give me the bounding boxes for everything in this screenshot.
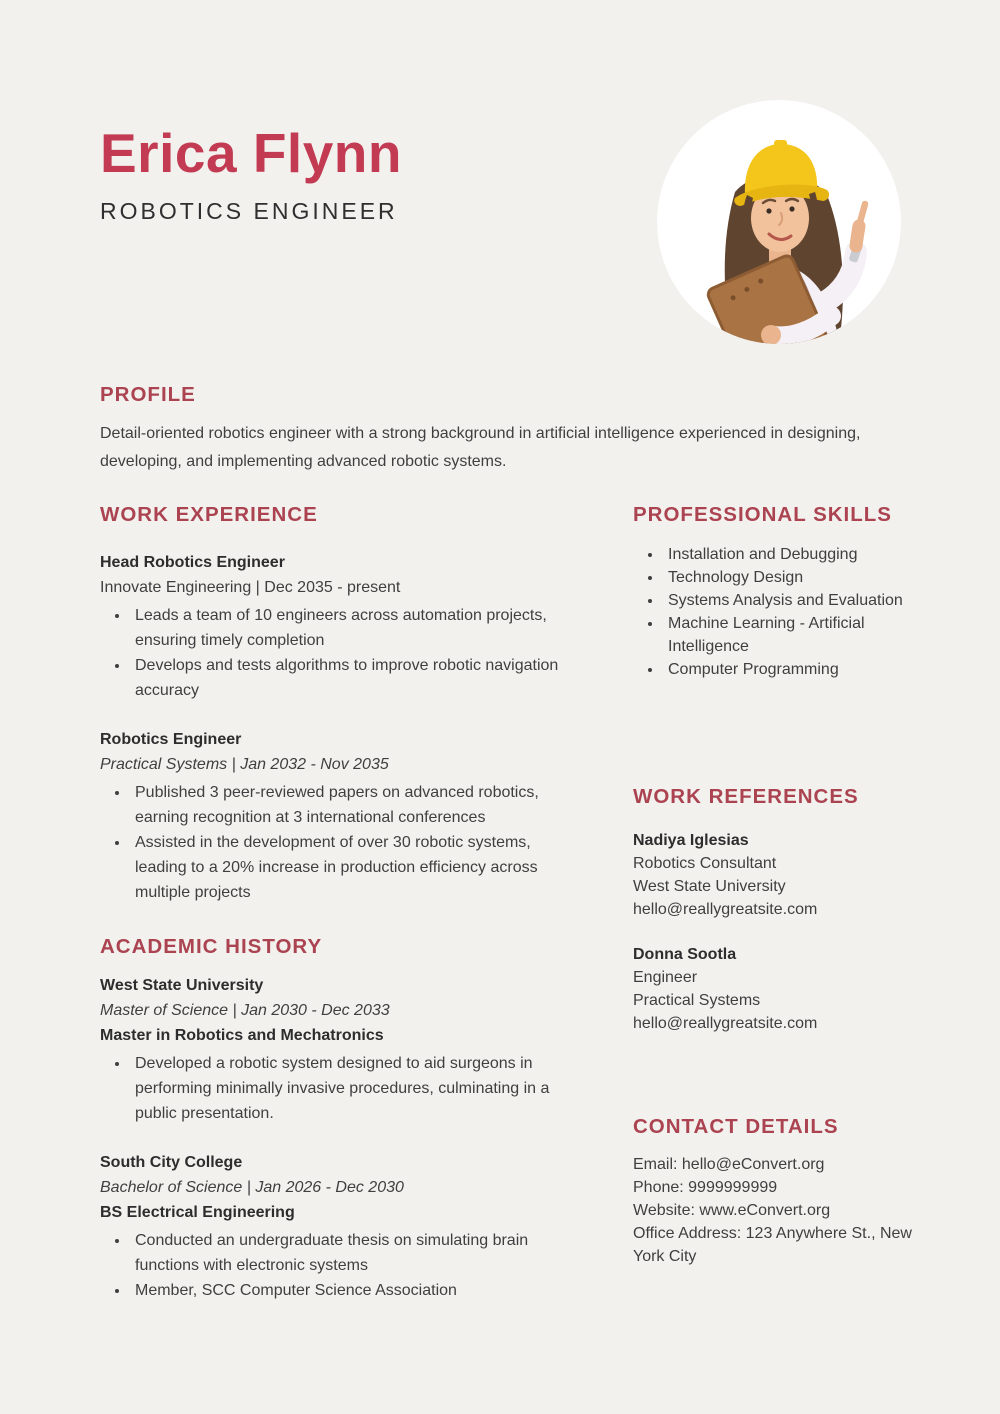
reference-entry [633, 829, 913, 921]
contact-details-heading: CONTACT DETAILS [633, 1115, 839, 1138]
contact-details-section [633, 1115, 913, 1268]
school-bullet: • Member, SCC Computer Science Association [130, 1278, 570, 1303]
job-bullet-list [100, 780, 570, 905]
left-column [100, 503, 570, 1303]
job-entry [100, 550, 570, 703]
contact-website: Website: www.eConvert.org [633, 1202, 831, 1219]
school-name: West State University [100, 977, 264, 994]
school-degree: Master in Robotics and Mechatronics [100, 1027, 384, 1044]
school-name: South City College [100, 1154, 243, 1171]
job-entry [100, 727, 570, 905]
school-degree: BS Electrical Engineering [100, 1204, 295, 1221]
contact-address: Office Address: 123 Anywhere St., New York City [633, 1225, 912, 1265]
reference-name: Nadiya Iglesias [633, 832, 749, 849]
skill-item: • Systems Analysis and Evaluation [663, 589, 913, 612]
contact-phone: Phone: 9999999999 [633, 1179, 778, 1196]
skill-item: • Machine Learning - Artificial Intelligence [663, 612, 913, 658]
profile-heading: PROFILE [100, 383, 196, 406]
skill-item: • Computer Programming [663, 658, 913, 681]
job-bullet-list [100, 603, 570, 703]
person-name: Erica Flynn [100, 122, 402, 184]
reference-name: Donna Sootla [633, 946, 737, 963]
contact-email: Email: hello@eConvert.org [633, 1156, 825, 1173]
job-meta: Innovate Engineering | Dec 2035 - present [100, 579, 401, 596]
job-bullet: • Leads a team of 10 engineers across automation projects, ensuring timely completion [130, 603, 570, 653]
skill-item: • Installation and Debugging [663, 543, 913, 566]
person-job-title: ROBOTICS ENGINEER [100, 198, 398, 224]
profile-photo [657, 100, 901, 344]
job-bullet: • Develops and tests algorithms to improve robotic navigation accuracy [130, 653, 570, 703]
contact-lines [633, 1153, 913, 1268]
job-meta: Practical Systems | Jan 2032 - Nov 2035 [100, 756, 389, 773]
school-meta: Bachelor of Science | Jan 2026 - Dec 2030 [100, 1179, 404, 1196]
school-bullet: • Developed a robotic system designed to aid surgeons in performing minimally invasive procedures, culminating in a public presentation. [130, 1051, 570, 1126]
work-references-heading: WORK REFERENCES [633, 785, 859, 808]
school-bullet-list [100, 1051, 570, 1126]
job-bullet: • Published 3 peer-reviewed papers on advanced robotics, earning recognition at 3 international conferences [130, 780, 570, 830]
job-title: Head Robotics Engineer [100, 554, 285, 571]
work-experience-section [100, 503, 570, 905]
reference-email: hello@reallygreatsite.com [633, 901, 818, 918]
academic-history-heading: ACADEMIC HISTORY [100, 935, 323, 958]
school-bullet: • Conducted an undergraduate thesis on simulating brain functions with electronic systems [130, 1228, 570, 1278]
work-references-section [633, 785, 913, 1035]
job-bullet: • Assisted in the development of over 30 robotic systems, leading to a 20% increase in production efficiency across multiple projects [130, 830, 570, 905]
reference-role: Robotics Consultant [633, 855, 777, 872]
right-column [633, 503, 913, 1268]
academic-history-section [100, 935, 570, 1303]
professional-skills-heading: PROFESSIONAL SKILLS [633, 503, 892, 526]
school-meta: Master of Science | Jan 2030 - Dec 2033 [100, 1002, 390, 1019]
professional-skills-section [633, 503, 913, 681]
reference-org: Practical Systems [633, 992, 761, 1009]
profile-text: Detail-oriented robotics engineer with a strong background in artificial intelligence experienced in designing, developing, and implementing advanced robotic systems. [100, 425, 861, 470]
job-title: Robotics Engineer [100, 731, 242, 748]
reference-org: West State University [633, 878, 786, 895]
portrait-illustration [657, 100, 901, 344]
work-experience-heading: WORK EXPERIENCE [100, 503, 318, 526]
reference-role: Engineer [633, 969, 698, 986]
school-entry [100, 1150, 570, 1303]
skills-list [633, 543, 913, 681]
school-entry [100, 973, 570, 1126]
reference-email: hello@reallygreatsite.com [633, 1015, 818, 1032]
reference-entry [633, 943, 913, 1035]
profile-section [100, 383, 912, 476]
school-bullet-list [100, 1228, 570, 1303]
resume-header [100, 122, 402, 225]
skill-item: • Technology Design [663, 566, 913, 589]
